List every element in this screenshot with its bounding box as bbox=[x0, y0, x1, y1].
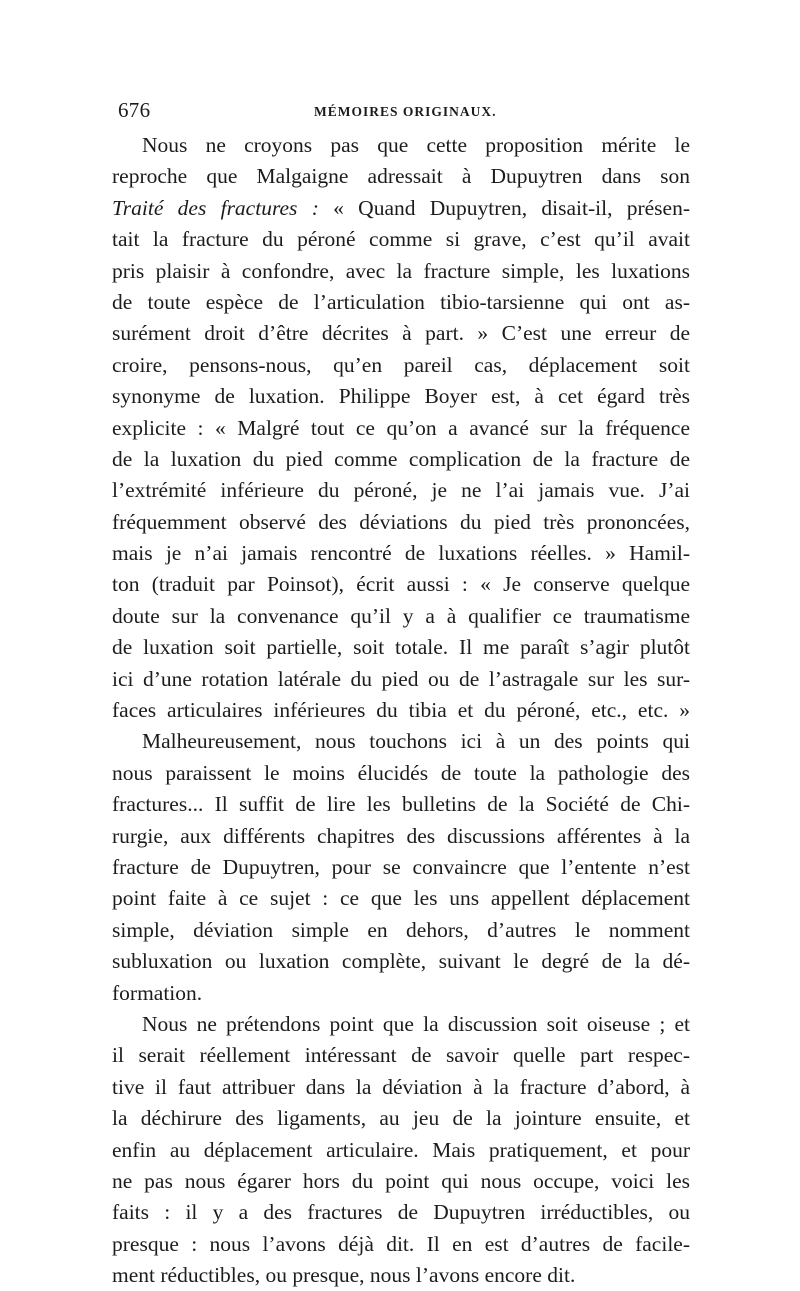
text-line: pris plaisir à confondre, avec la fracture simple, les luxations bbox=[112, 258, 690, 283]
text-line: subluxation ou luxation complète, suivant le degré de la dé- bbox=[112, 949, 690, 974]
text-line: ici d’une rotation latérale du pied ou de l’astragale sur les sur- bbox=[112, 666, 690, 691]
page-number: 676 bbox=[118, 98, 151, 122]
text-line: fractures... Il suffit de lire les bulletins de la Société de Chi- bbox=[112, 792, 690, 817]
text-line: l’extrémité inférieure du péroné, je ne l’ai jamais vue. J’ai bbox=[112, 478, 690, 503]
book-title-italic: Traité des fractures : bbox=[112, 195, 319, 220]
text-line: enfin au déplacement articulaire. Mais pratiquement, et pour bbox=[112, 1137, 690, 1162]
text-line: la déchirure des ligaments, au jeu de la jointure ensuite, et bbox=[112, 1106, 690, 1131]
text-line: de la luxation du pied comme complication de la fracture de bbox=[112, 446, 690, 471]
text-line bbox=[112, 193, 690, 224]
text-line: mais je n’ai jamais rencontré de luxations réelles. » Hamil- bbox=[112, 541, 690, 566]
text-line: tive il faut attribuer dans la déviation à la fracture d’abord, à bbox=[112, 1074, 690, 1099]
text-line: ment réductibles, ou presque, nous l’avons encore dit. bbox=[112, 1263, 576, 1288]
text-line: de luxation soit partielle, soit totale. Il me paraît s’agir plutôt bbox=[112, 635, 690, 660]
text-line: reproche que Malgaigne adressait à Dupuytren dans son bbox=[112, 164, 690, 189]
text-line: rurgie, aux différents chapitres des discussions afférentes à la bbox=[112, 823, 690, 848]
text-line: de toute espèce de l’articulation tibio-tarsienne qui ont as- bbox=[112, 289, 690, 314]
running-head: MÉMOIRES ORIGINAUX. bbox=[314, 104, 497, 119]
text-line: fréquemment observé des déviations du pied très prononcées, bbox=[112, 509, 690, 534]
text-line: doute sur la convenance qu’il y a à qualifier ce traumatisme bbox=[112, 603, 690, 628]
text-line: ne pas nous égarer hors du point qui nous occupe, voici les bbox=[112, 1168, 690, 1193]
text-line: faces articulaires inférieures du tibia et du péroné, etc., etc. » bbox=[112, 698, 690, 723]
text-line: il serait réellement intéressant de savoir quelle part respec- bbox=[112, 1043, 690, 1068]
text-line: Malheureusement, nous touchons ici à un des points qui bbox=[142, 729, 690, 754]
text-line: fracture de Dupuytren, pour se convaincre que l’entente n’est bbox=[112, 854, 690, 879]
text-line: simple, déviation simple en dehors, d’autres le nomment bbox=[112, 917, 690, 942]
page-header bbox=[118, 98, 698, 128]
text-line: tait la fracture du péroné comme si grave, c’est qu’il avait bbox=[112, 227, 690, 252]
text-line: formation. bbox=[112, 980, 203, 1005]
text-line: ton (traduit par Poinsot), écrit aussi : « Je conserve quelque bbox=[112, 572, 690, 597]
text-line: nous paraissent le moins élucidés de toute la pathologie des bbox=[112, 760, 690, 785]
text-line: explicite : « Malgré tout ce qu’on a avancé sur la fréquence bbox=[112, 415, 690, 440]
text-line: Nous ne croyons pas que cette proposition mérite le bbox=[142, 133, 690, 157]
text-line: faits : il y a des fractures de Dupuytren irréductibles, ou bbox=[112, 1200, 690, 1225]
text-line: presque : nous l’avons déjà dit. Il en est d’autres de facile- bbox=[112, 1231, 690, 1256]
text-line: synonyme de luxation. Philippe Boyer est, à cet égard très bbox=[112, 384, 690, 409]
text-line: croire, pensons-nous, qu’en pareil cas, déplacement soit bbox=[112, 352, 690, 377]
text-line: surément droit d’être décrites à part. » C’est une erreur de bbox=[112, 321, 690, 346]
body-text bbox=[112, 130, 690, 1291]
text-line: point faite à ce sujet : ce que les uns appellent déplacement bbox=[112, 886, 690, 911]
text-line: Nous ne prétendons point que la discussion soit oiseuse ; et bbox=[142, 1011, 690, 1036]
text-line-rest: « Quand Dupuytren, disait-il, présen- bbox=[318, 195, 690, 220]
